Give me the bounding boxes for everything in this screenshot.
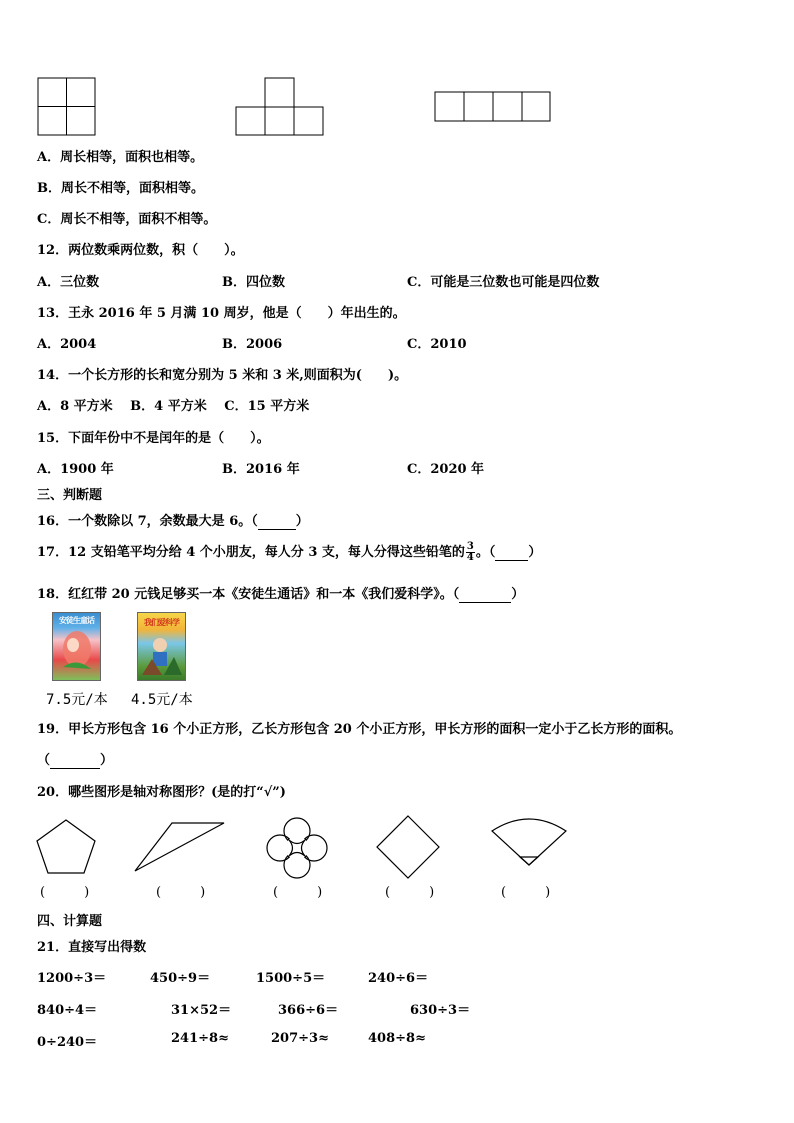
calc-r2-c2: 31×52＝ (171, 1003, 232, 1018)
scalene-triangle-shape (132, 817, 228, 875)
q20-bracket-2[interactable]: ( ) (156, 885, 206, 900)
q16 (37, 510, 309, 530)
q16-stem: 16．一个数除以 7，余数最大是 6。（ (37, 514, 258, 529)
q15-option-b: B．2016 年 (222, 462, 300, 477)
q20-bracket-5[interactable]: ( ) (501, 885, 551, 900)
calc-r3-c1: 0÷240＝ (37, 1035, 98, 1050)
q20-bracket-1[interactable]: ( ) (40, 885, 90, 900)
q17-answer-blank[interactable] (495, 545, 528, 561)
calc-r1-c3: 1500÷5＝ (256, 971, 326, 986)
q15-stem: 15．下面年份中不是闰年的是（ ）。 (37, 431, 270, 446)
q19-stem: 19．甲长方形包含 16 个小正方形，乙长方形包含 20 个小正方形，甲长方形的面积一定小于乙长方形的面积。 (37, 722, 682, 737)
diamond-square-shape (375, 814, 441, 880)
q18-stem: 18．红红带 20 元钱足够买一本《安徒生通话》和一本《我们爱科学》。（ (37, 587, 460, 602)
calc-r1-c4: 240÷6＝ (368, 971, 429, 986)
q18 (37, 583, 524, 603)
q20-bracket-3[interactable]: ( ) (273, 885, 323, 900)
q17 (37, 541, 541, 563)
q12-option-a: A．三位数 (37, 275, 100, 290)
book2-title: 我们爱科学 (144, 618, 179, 627)
book2-illustration (138, 629, 185, 679)
pentagon-shape (35, 817, 99, 877)
q17-stem: 17．12 支铅笔平均分给 4 个小朋友，每人分 3 支，每人分得这些铅笔的 (37, 545, 465, 560)
q16-answer-blank[interactable] (258, 514, 296, 530)
calc-r2-c4: 630÷3＝ (410, 1003, 471, 1018)
book2-price: 4.5元/本 (131, 692, 193, 708)
q17-tail: 。（ (475, 545, 496, 560)
q17-close: ） (528, 545, 542, 560)
q18-close: ） (511, 587, 525, 602)
calc-r1-c2: 450÷9＝ (150, 971, 211, 986)
book1-title: 安徒生童话 (59, 616, 94, 625)
calc-r3-c3: 207÷3≈ (271, 1031, 329, 1046)
fan-sector-shape (488, 815, 570, 873)
q19-close: ） (100, 753, 114, 768)
row-of-four-squares-figure (434, 91, 554, 123)
fraction-numerator: 3 (466, 541, 474, 552)
q14-stem: 14．一个长方形的长和宽分别为 5 米和 3 米,则面积为( )。 (37, 368, 408, 383)
section-4-heading: 四、计算题 (37, 914, 103, 929)
calc-r2-c1: 840÷4＝ (37, 1003, 98, 1018)
q11-option-c: C．周长不相等，面积不相等。 (37, 212, 217, 227)
book-cover-andersen (52, 612, 101, 681)
q13-stem: 13．王永 2016 年 5 月满 10 周岁，他是（ ）年出生的。 (37, 306, 406, 321)
calc-r3-c2: 241÷8≈ (171, 1031, 229, 1046)
q13-option-c: C．2010 (407, 337, 467, 352)
calc-r2-c3: 366÷6＝ (278, 1003, 339, 1018)
t-shape-figure (235, 77, 327, 137)
q14-options: A．8 平方米 B．4 平方米 C．15 平方米 (37, 399, 310, 414)
q12-stem: 12．两位数乘两位数，积（ ）。 (37, 243, 244, 258)
q18-answer-blank[interactable] (459, 587, 511, 603)
q19-answer-blank[interactable] (50, 753, 100, 769)
book-cover-science (137, 612, 186, 681)
q20-stem: 20．哪些图形是轴对称图形？(是的打“√”) (37, 785, 286, 800)
section-3-heading: 三、判断题 (37, 488, 103, 503)
q19-open: （ (37, 753, 51, 768)
q21-stem: 21．直接写出得数 (37, 940, 147, 955)
fraction-3-4 (466, 542, 475, 563)
calc-r1-c1: 1200÷3＝ (37, 971, 107, 986)
q15-option-a: A．1900 年 (37, 462, 114, 477)
q16-close: ） (295, 514, 309, 529)
book1-price: 7.5元/本 (46, 692, 108, 708)
calc-r3-c4: 408÷8≈ (368, 1031, 426, 1046)
fraction-denominator: 4 (466, 552, 474, 563)
four-leaf-flower-shape (264, 815, 330, 881)
q15-option-c: C．2020 年 (407, 462, 485, 477)
q12-option-c: C．可能是三位数也可能是四位数 (407, 275, 600, 290)
q11-option-a: A．周长相等，面积也相等。 (37, 150, 204, 165)
q13-option-b: B．2006 (222, 337, 283, 352)
book1-illustration (53, 627, 100, 677)
q11-option-b: B．周长不相等，面积相等。 (37, 181, 204, 196)
q13-option-a: A．2004 (37, 337, 97, 352)
q20-bracket-4[interactable]: ( ) (385, 885, 435, 900)
square-figure-2x2 (37, 77, 97, 137)
q19-answer (37, 749, 113, 769)
q12-option-b: B．四位数 (222, 275, 285, 290)
